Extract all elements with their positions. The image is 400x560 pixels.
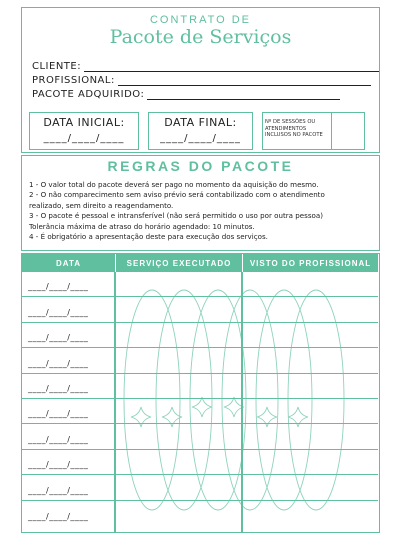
rule-line: Tolerância máxima de atraso do horário agendado: 10 minutos. bbox=[29, 221, 255, 231]
sessions-box bbox=[262, 112, 365, 150]
profissional-blank-line[interactable] bbox=[118, 76, 371, 86]
row-date-blank[interactable]: ____/____/____ bbox=[28, 307, 89, 317]
page-title: Pacote de Serviços bbox=[109, 26, 292, 48]
rule-line: 1 - O valor total do pacote deverá ser pago no momento da aquisição do mesmo. bbox=[29, 180, 319, 189]
sessions-label: Nº DE SESSÕES OU ATENDIMENTOS INCLUSOS NO PACOTE bbox=[265, 119, 323, 138]
table-row[interactable] bbox=[22, 424, 378, 449]
data-final-blank[interactable]: ____/____/____ bbox=[160, 133, 241, 144]
row-date-blank[interactable]: ____/____/____ bbox=[28, 460, 89, 470]
row-date-blank[interactable]: ____/____/____ bbox=[28, 282, 89, 292]
header-visto: VISTO DO PROFISSIONAL bbox=[242, 254, 378, 272]
data-final-box[interactable] bbox=[148, 112, 253, 150]
rules-box bbox=[21, 155, 380, 251]
row-date-blank[interactable]: ____/____/____ bbox=[28, 434, 89, 444]
data-inicial-label: DATA INICIAL: bbox=[43, 116, 125, 129]
rules-title: REGRAS DO PACOTE bbox=[107, 158, 294, 174]
table-row[interactable] bbox=[22, 272, 378, 297]
pacote-label: PACOTE ADQUIRIDO: bbox=[32, 89, 145, 100]
data-final-label: DATA FINAL: bbox=[164, 116, 237, 129]
row-date-blank[interactable]: ____/____/____ bbox=[28, 383, 89, 393]
header-data: DATA bbox=[55, 258, 82, 268]
sessions-table bbox=[21, 253, 380, 533]
profissional-label: PROFISSIONAL: bbox=[32, 75, 115, 86]
table-row[interactable] bbox=[22, 297, 378, 322]
contract-header-box bbox=[21, 7, 380, 153]
sessions-count-field[interactable] bbox=[331, 112, 365, 150]
table-row[interactable] bbox=[22, 323, 378, 348]
cliente-blank-line[interactable] bbox=[84, 62, 379, 72]
header-kicker: CONTRATO DE bbox=[149, 14, 252, 26]
table-row[interactable] bbox=[22, 399, 378, 424]
pacote-blank-line[interactable] bbox=[147, 90, 340, 100]
row-date-blank[interactable]: ____/____/____ bbox=[28, 358, 89, 368]
table-row[interactable] bbox=[22, 348, 378, 373]
cliente-field[interactable] bbox=[32, 61, 379, 72]
row-date-blank[interactable]: ____/____/____ bbox=[28, 409, 89, 419]
rule-line: realizado, sem direito a reagendamento. bbox=[29, 200, 174, 210]
table-row[interactable] bbox=[22, 501, 378, 526]
row-date-blank[interactable]: ____/____/____ bbox=[28, 485, 89, 495]
row-date-blank[interactable]: ____/____/____ bbox=[28, 511, 89, 521]
data-inicial-box[interactable] bbox=[29, 112, 139, 150]
table-header bbox=[22, 254, 378, 272]
rule-line: 4 - É obrigatório a apresentação deste para execução dos serviços. bbox=[29, 232, 268, 242]
pacote-field[interactable] bbox=[32, 89, 340, 100]
table-row[interactable] bbox=[22, 475, 378, 500]
table-row[interactable] bbox=[22, 374, 378, 399]
cliente-label: CLIENTE: bbox=[32, 61, 82, 72]
row-date-blank[interactable]: ____/____/____ bbox=[28, 333, 89, 343]
profissional-field[interactable] bbox=[32, 75, 371, 86]
data-inicial-blank[interactable]: ____/____/____ bbox=[43, 133, 125, 144]
header-servico: SERVIÇO EXECUTADO bbox=[115, 254, 242, 272]
rule-line: 3 - O pacote é pessoal e intransferível (não será permitido o uso por outra pessoa) bbox=[29, 211, 323, 221]
rule-line: 2 - O não comparecimento sem aviso prévio será contabilizado com o atendimento bbox=[29, 190, 325, 200]
table-row[interactable] bbox=[22, 450, 378, 475]
rules-list bbox=[29, 180, 377, 242]
